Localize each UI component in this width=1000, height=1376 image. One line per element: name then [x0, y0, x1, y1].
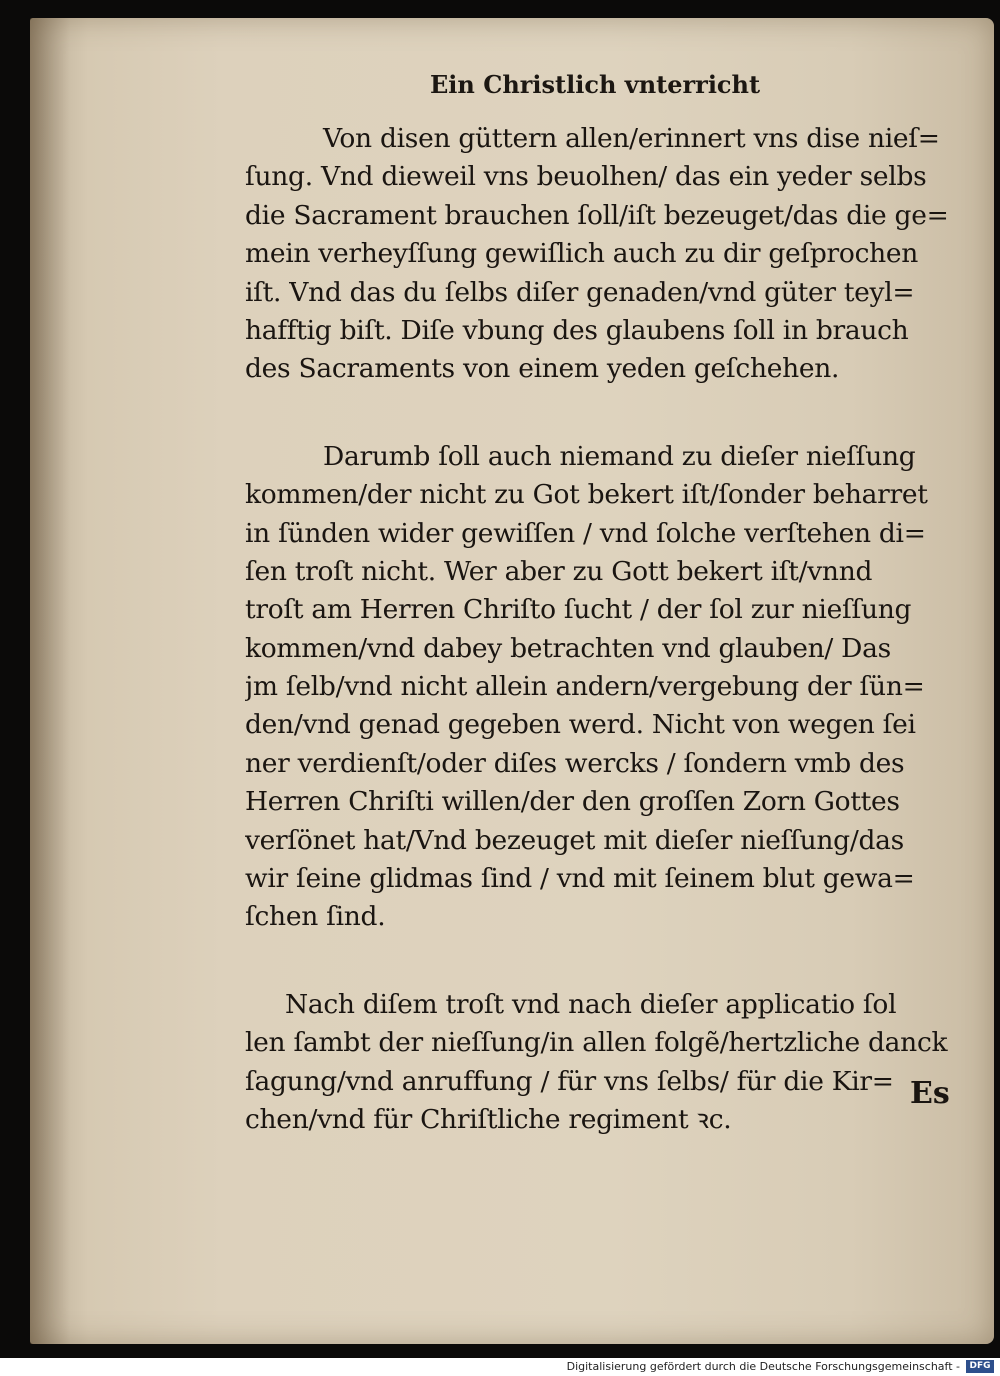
body-text: [245, 120, 955, 1188]
text-line: ſchen ſind.: [245, 901, 386, 933]
text-line: iſt. Vnd das du ſelbs diſer genaden/vnd güter teyl=: [245, 276, 915, 308]
text-line: verſönet hat/Vnd bezeuget mit dieſer nieſſung/das: [245, 824, 904, 856]
text-line: len ſambt der nieſſung/in allen folgẽ/hertzliche danck: [245, 1027, 948, 1059]
running-head: Ein Christlich vnterricht: [430, 70, 761, 99]
paragraph-1: [245, 120, 955, 389]
text-line: in ſünden wider gewiſſen / vnd ſolche verſtehen di=: [245, 517, 926, 549]
text-line: Darumb ſoll auch niemand zu dieſer nieſſung: [323, 440, 916, 472]
text-line: chen/vnd für Chriſtliche regiment ꝛc.: [245, 1103, 732, 1135]
text-line: des Sacraments von einem yeden geſchehen.: [245, 353, 840, 385]
catchword: Es: [910, 1076, 950, 1111]
funding-credit: Digitalisierung gefördert durch die Deutsche Forschungsgemeinschaft -: [566, 1360, 960, 1373]
text-line: kommen/der nicht zu Got bekert iſt/ſonder beharret: [245, 479, 928, 511]
text-line: ner verdienſt/oder diſes wercks / ſondern vmb des: [245, 747, 905, 779]
text-line: die Sacrament brauchen ſoll/iſt bezeuget/das die ge=: [245, 199, 949, 231]
text-line: ſung. Vnd dieweil vns beuolhen/ das ein yeder selbs: [245, 161, 927, 193]
text-line: troſt am Herren Chriſto ſucht / der ſol zur nieſſung: [245, 594, 912, 626]
text-line: kommen/vnd dabey betrachten vnd glauben/ Das: [245, 632, 891, 664]
gutter-shadow: [30, 18, 70, 1344]
text-line: Herren Chriſti willen/der den groſſen Zorn Gottes: [245, 786, 900, 818]
text-line: wir ſeine glidmas ſind / vnd mit ſeinem blut gewa=: [245, 863, 915, 895]
text-line: den/vnd genad gegeben werd. Nicht von wegen ſei: [245, 709, 916, 741]
text-line: hafftig biſt. Diſe vbung des glaubens ſoll in brauch: [245, 314, 909, 346]
text-line: Von disen güttern allen/erinnert vns dise nieſ=: [323, 123, 940, 154]
paragraph-2: [245, 438, 955, 937]
text-line: jm ſelb/vnd nicht allein andern/vergebung der ſün=: [245, 671, 925, 703]
text-line: mein verheyſſung gewiſlich auch zu dir geſprochen: [245, 238, 919, 270]
text-line: ſagung/vnd anruffung / für vns ſelbs/ für die Kir=: [245, 1065, 894, 1097]
paragraph-3: [245, 986, 955, 1140]
text-line: Nach diſem troſt vnd nach dieſer applicatio ſol: [285, 988, 897, 1020]
footer-bar: [0, 1358, 1000, 1376]
dfg-logo: DFG: [966, 1360, 994, 1373]
text-line: ſen troſt nicht. Wer aber zu Gott bekert iſt/vnnd: [245, 555, 873, 587]
